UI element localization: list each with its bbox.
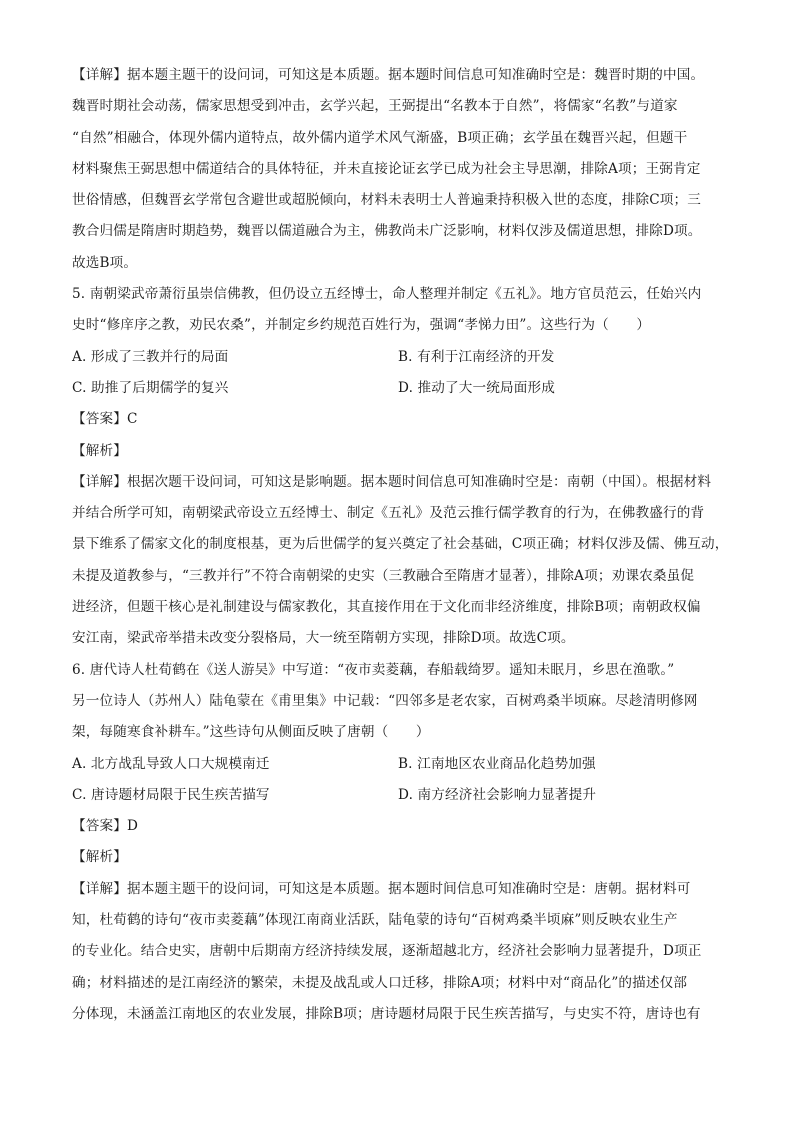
options-row bbox=[72, 342, 724, 373]
answer-label: 【答案】D bbox=[72, 818, 139, 835]
question-stem-line: 史时“修庠序之教，劝民农桑”，并制定乡约规范百姓行为，强调“孝悌力田”。这些行为（ ） bbox=[72, 317, 651, 334]
explanation-line: 世俗情感，但魏晋玄学常包含避世或超脱倾向，材料未表明士人普遍秉持积极入世的态度，排除C项；三 bbox=[72, 192, 702, 209]
explanation-line: 故选B项。 bbox=[72, 254, 138, 271]
question-6 bbox=[72, 655, 724, 1031]
explanation-line: 知，杜荀鹤的诗句“夜市卖菱藕”体现江南商业活跃，陆龟蒙的诗句“百树鸡桑半顷麻”则反映农业生产 bbox=[72, 912, 678, 929]
question-stem-line: 6. 唐代诗人杜荀鹤在《送人游吴》中写道：“夜市卖菱藕，春船载绮罗。遥知未眠月，乡思在渔歌。” bbox=[72, 661, 675, 678]
explanation-line: 【详解】据本题主题干的设问词，可知这是本质题。据本题时间信息可知准确时空是：魏晋时期的中国。 bbox=[72, 67, 705, 83]
options-row bbox=[72, 373, 724, 404]
question-stem-line: 架，每随寒食补耕车。”这些诗句从侧面反映了唐朝（ ） bbox=[72, 724, 430, 741]
explanation-line: 的专业化。结合史实，唐朝中后期南方经济持续发展，逐渐超越北方，经济社会影响力显著提升，D项正 bbox=[72, 943, 702, 960]
explanation-line: 景下维系了儒家文化的制度根基，更为后世儒学的复兴奠定了社会基础，C项正确；材料仅涉及儒、佛互动， bbox=[72, 536, 729, 553]
q4-explanation-block bbox=[72, 60, 724, 279]
answer-label: 【答案】C bbox=[72, 411, 138, 428]
explanation-line: 安江南，梁武帝举措未改变分裂格局，大一统至隋朝方实现，排除D项。故选C项。 bbox=[72, 630, 575, 647]
option-c: C. 助推了后期儒学的复兴 bbox=[72, 379, 229, 396]
analysis-label: 【解析】 bbox=[72, 442, 127, 459]
explanation-line: 【详解】据本题主题干的设问词，可知这是本质题。据本题时间信息可知准确时空是：唐朝。据材料可 bbox=[72, 880, 691, 897]
document-page bbox=[72, 60, 729, 1030]
option-b: B. 江南地区农业商品化趋势加强 bbox=[398, 755, 596, 772]
explanation-line: 确；材料描述的是江南经济的繁荣，未提及战乱或人口迁移，排除A项；材料中对“商品化”的描述仅部 bbox=[72, 974, 688, 991]
analysis-label: 【解析】 bbox=[72, 849, 127, 866]
question-stem-line: 5. 南朝梁武帝萧衍虽崇信佛教，但仍设立五经博士，命人整理并制定《五礼》。地方官员范云，任始兴内 bbox=[72, 286, 702, 303]
option-d: D. 南方经济社会影响力显著提升 bbox=[398, 786, 597, 803]
explanation-line: “自然”相融合，体现外儒内道特点，故外儒内道学术风气渐盛，B项正确；玄学虽在魏晋兴起，但题干 bbox=[72, 129, 688, 146]
options-row bbox=[72, 780, 724, 811]
explanation-line: 材料聚焦王弼思想中儒道结合的具体特征，并未直接论证玄学已成为社会主导思潮，排除A项；王弼肯定 bbox=[72, 160, 701, 177]
explanation-line: 【详解】根据次题干设问词，可知这是影响题。据本题时间信息可知准确时空是：南朝（中国）。根据材料 bbox=[72, 473, 712, 490]
explanation-line: 并结合所学可知，南朝梁武帝设立五经博士、制定《五礼》及范云推行儒学教育的行为，在佛教盛行的背 bbox=[72, 505, 705, 522]
option-a: A. 形成了三教并行的局面 bbox=[72, 348, 229, 365]
explanation-line: 魏晋时期社会动荡，儒家思想受到冲击，玄学兴起，王弼提出“名教本于自然”，将儒家“名教”与道家 bbox=[72, 98, 678, 115]
options-row bbox=[72, 749, 724, 780]
option-d: D. 推动了大一统局面形成 bbox=[398, 379, 555, 396]
explanation-line: 分体现，未涵盖江南地区的农业发展，排除B项；唐诗题材局限于民生疾苦描写，与史实不符，唐诗也有 bbox=[72, 1005, 701, 1022]
explanation-line: 未提及道教参与，“三教并行”不符合南朝梁的史实（三教融合至隋唐才显著），排除A项；劝课农桑虽促 bbox=[72, 567, 695, 584]
option-b: B. 有利于江南经济的开发 bbox=[398, 348, 555, 365]
question-stem-line: 另一位诗人（苏州人）陆龟蒙在《甫里集》中记载：“四邻多是老农家，百树鸡桑半顷麻。尽趁清明修网 bbox=[72, 692, 698, 709]
explanation-line: 进经济，但题干核心是礼制建设与儒家教化，其直接作用在于文化而非经济维度，排除B项；南朝政权偏 bbox=[72, 599, 701, 616]
explanation-line: 教合归儒是隋唐时期趋势，魏晋以儒道融合为主，佛教尚未广泛影响，材料仅涉及儒道思想，排除D项。 bbox=[72, 223, 702, 240]
option-a: A. 北方战乱导致人口大规模南迁 bbox=[72, 755, 270, 772]
question-5 bbox=[72, 279, 729, 655]
option-c: C. 唐诗题材局限于民生疾苦描写 bbox=[72, 786, 270, 803]
